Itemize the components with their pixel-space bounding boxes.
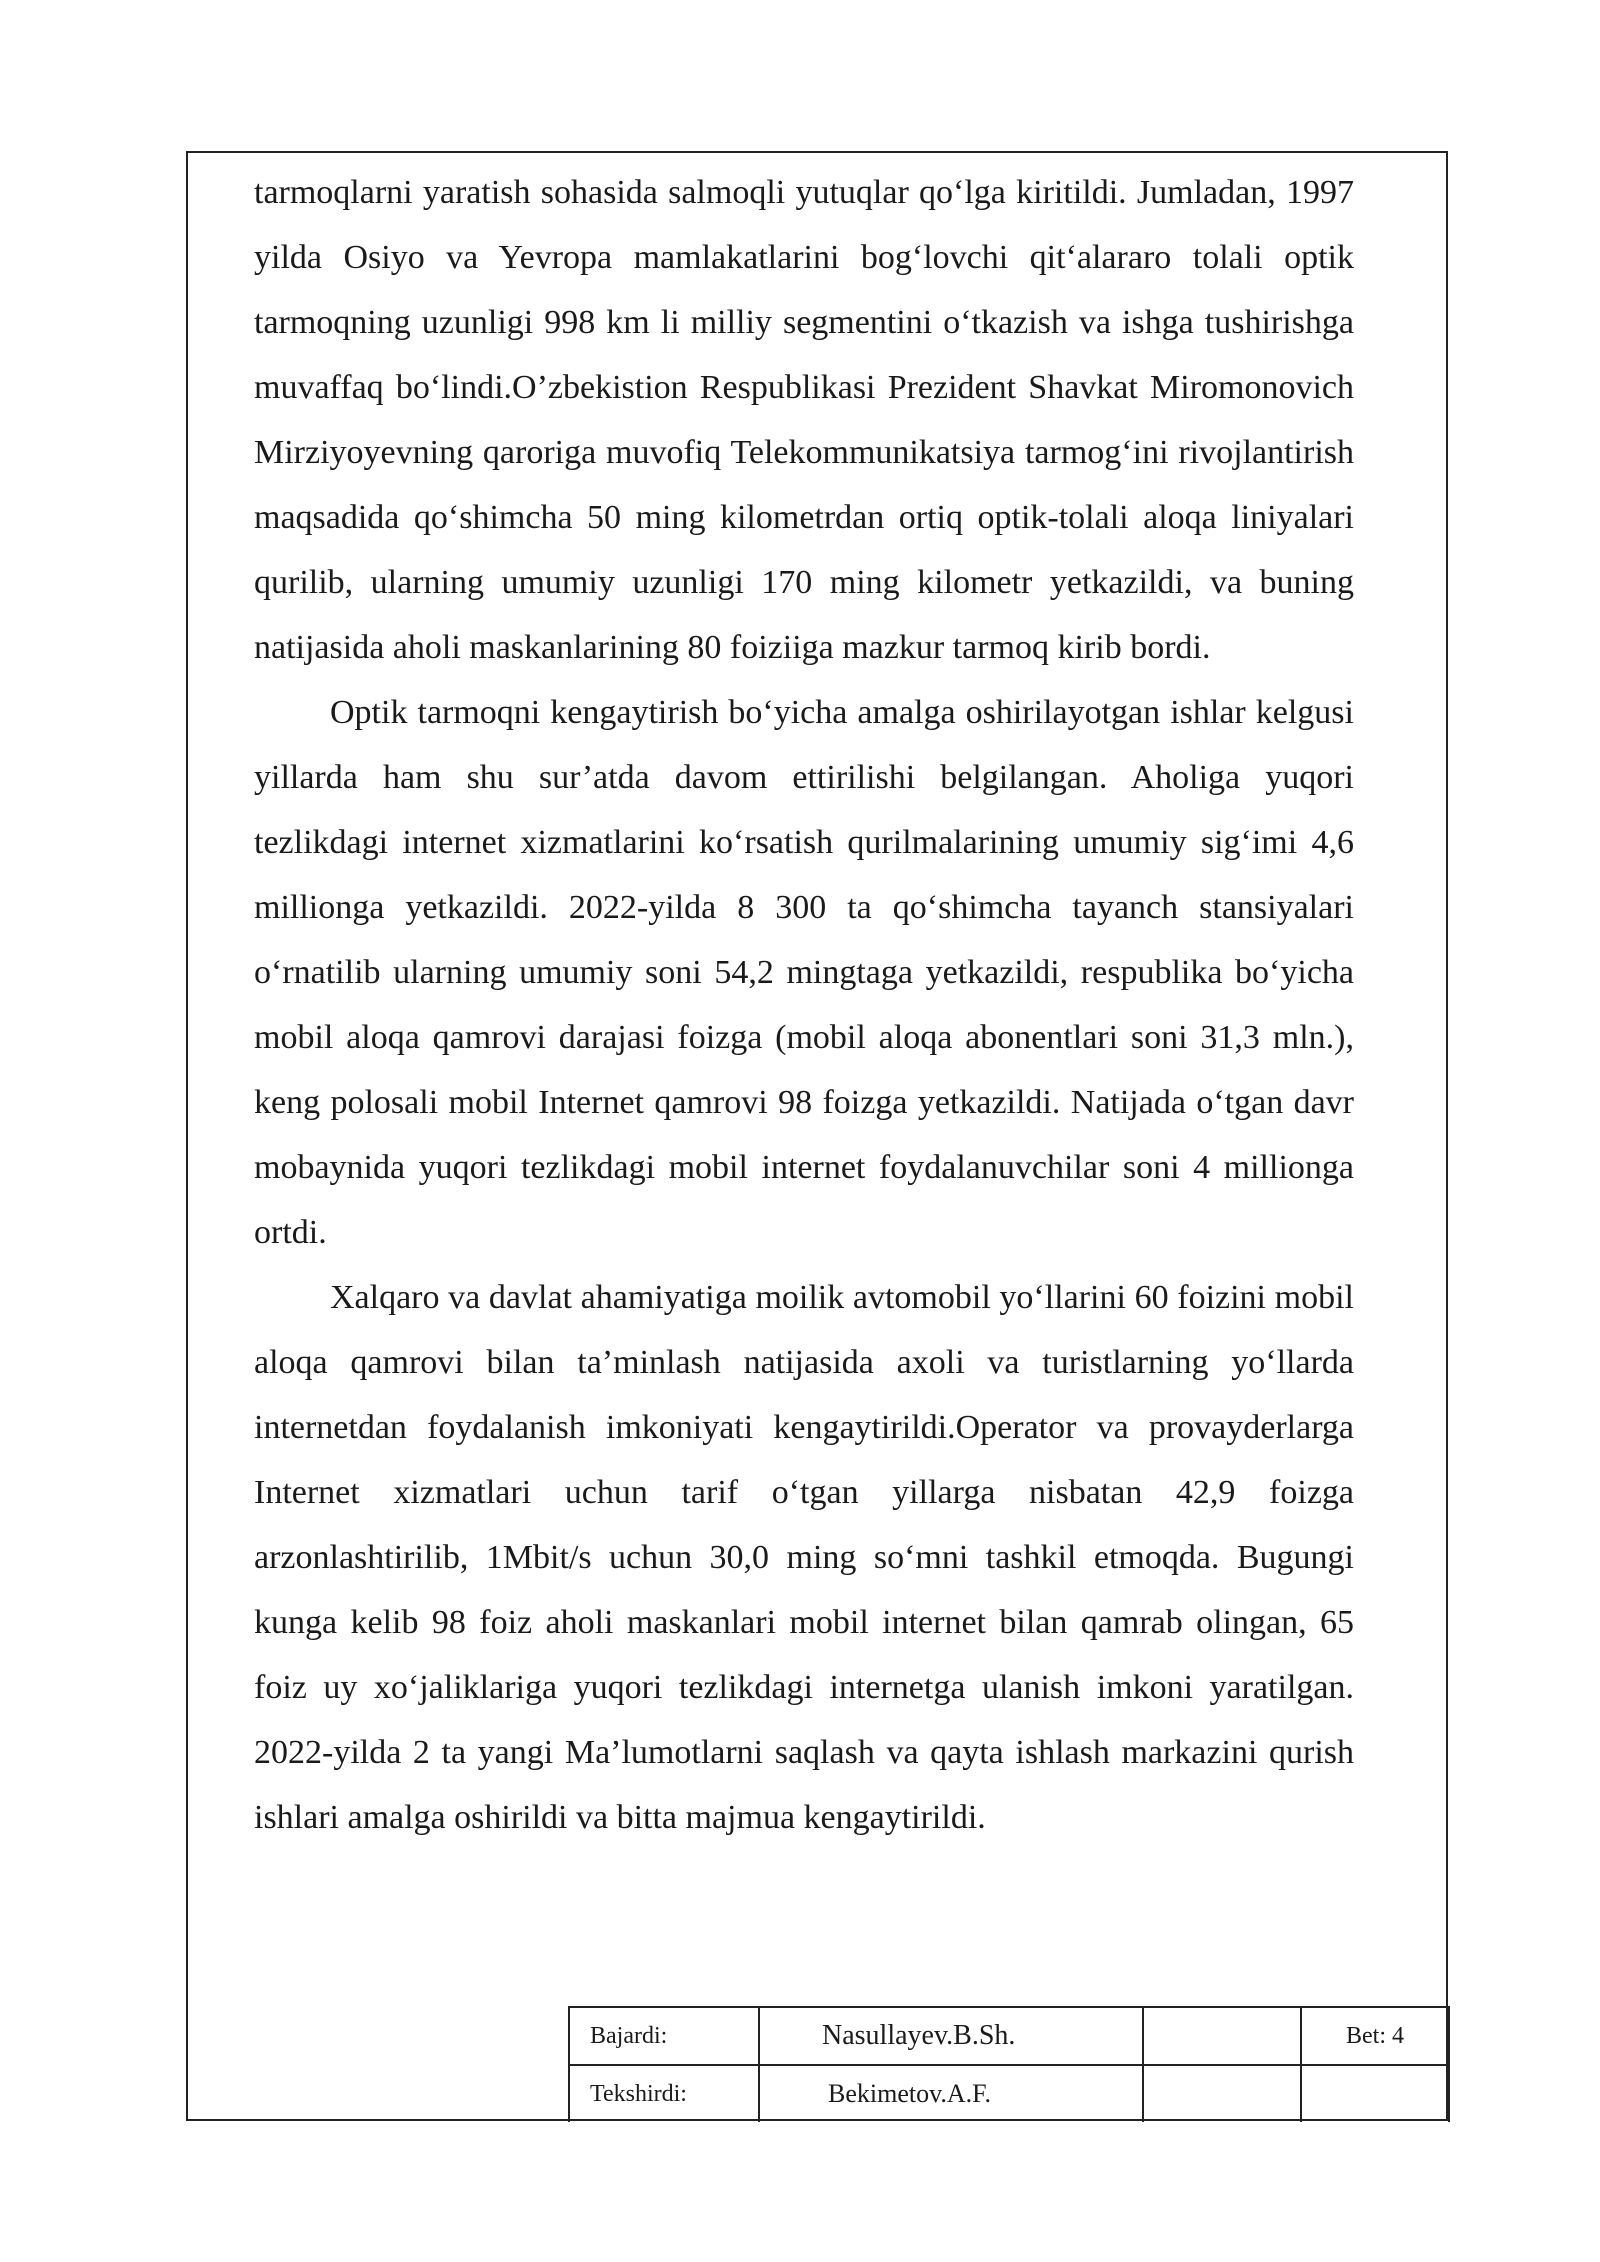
document-body: [254, 160, 1354, 1850]
done-by-label: Bajardi:: [569, 2007, 759, 2065]
checked-by-label: Tekshirdi:: [569, 2065, 759, 2122]
paragraph-1: tarmoqlarni yaratish sohasida salmoqli yutuqlar qo‘lga kiritildi. Jumladan, 1997 yilda Osiyo va Yevropa mamlakatlarini bog‘lovchi qit‘alararo tolali optik tarmoqning uzunligi 998 km li milliy segmentini o‘tkazish va ishga tushirishga muvaffaq bo‘lindi.O’zbekistion Respublikasi Prezident Shavkat Miromonovich Mirziyoyevning qaroriga muvofiq Telekommunikatsiya tarmog‘ini rivojlantirish maqsadida qo‘shimcha 50 ming kilometrdan ortiq optik-tolali aloqa liniyalari qurilib, ularning umumiy uzunligi 170 ming kilometr yetkazildi, va buning natijasida aholi maskanlarining 80 foiziiga mazkur tarmoq kirib bordi.: [254, 174, 1354, 666]
empty-cell: [1143, 2007, 1301, 2065]
empty-cell: [1143, 2065, 1301, 2122]
checked-by-name: Bekimetov.A.F.: [759, 2065, 1143, 2122]
paragraph-2: Optik tarmoqni kengaytirish bo‘yicha amalga oshirilayotgan ishlar kelgusi yillarda ham shu sur’atda davom ettirilishi belgilangan. Aholiga yuqori tezlikdagi internet xizmatlarini ko‘rsatish qurilmalarining umumiy sig‘imi 4,6 millionga yetkazildi. 2022-yilda 8 300 ta qo‘shimcha tayanch stansiyalari o‘rnatilib ularning umumiy soni 54,2 mingtaga yetkazildi, respublika bo‘yicha mobil aloqa qamrovi darajasi foizga (mobil aloqa abonentlari soni 31,3 mln.), keng polosali mobil Internet qamrovi 98 foizga yetkazildi. Natijada o‘tgan davr mobaynida yuqori tezlikdagi mobil internet foydalanuvchilar soni 4 millionga ortdi.: [254, 694, 1354, 1251]
paragraph-3: Xalqaro va davlat ahamiyatiga moilik avtomobil yo‘llarini 60 foizini mobil aloqa qamrovi bilan ta’minlash natijasida axoli va turistlarning yo‘llarda internetdan foydalanish imkoniyati kengaytirildi.Operator va provayderlarga Internet xizmatlari uchun tarif o‘tgan yillarga nisbatan 42,9 foizga arzonlashtirilib, 1Mbit/s uchun 30,0 ming so‘mni tashkil etmoqda. Bugungi kunga kelib 98 foiz aholi maskanlari mobil internet bilan qamrab olingan, 65 foiz uy xo‘jaliklariga yuqori tezlikdagi internetga ulanish imkoni yaratilgan. 2022-yilda 2 ta yangi Ma’lumotlarni saqlash va qayta ishlash markazini qurish ishlari amalga oshirildi va bitta majmua kengaytirildi.: [254, 1279, 1354, 1836]
page-number: Bet: 4: [1301, 2007, 1449, 2065]
empty-cell: [1301, 2065, 1449, 2122]
title-block: [568, 2006, 1450, 2122]
done-by-name: Nasullayev.B.Sh.: [759, 2007, 1143, 2065]
